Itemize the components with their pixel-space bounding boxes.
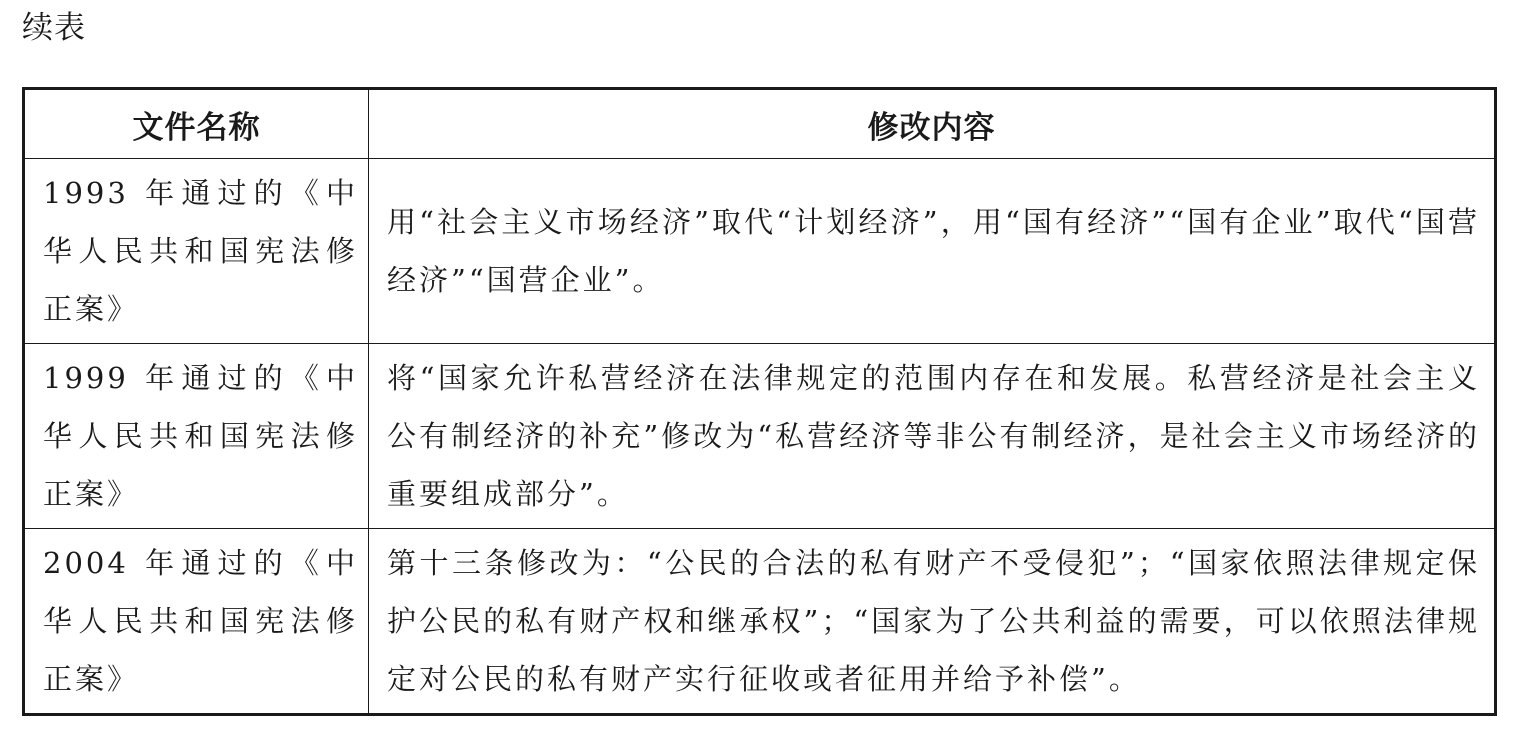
table-row <box>24 159 1496 344</box>
row-file-name: 2004 年通过的《中华人民共和国宪法修正案》 <box>24 529 369 715</box>
header-changes: 修改内容 <box>369 89 1496 159</box>
amendment-table <box>22 87 1497 716</box>
row-file-name: 1999 年通过的《中华人民共和国宪法修正案》 <box>24 344 369 529</box>
row-changes: 第十三条修改为：“公民的合法的私有财产不受侵犯”；“国家依照法律规定保护公民的私有财产权和继承权”；“国家为了公共利益的需要，可以依照法律规定对公民的私有财产实行征收或者征用并给予补偿”。 <box>369 529 1496 715</box>
table-row <box>24 344 1496 529</box>
table-header-row <box>24 89 1496 159</box>
header-file-name: 文件名称 <box>24 89 369 159</box>
table-row <box>24 529 1496 715</box>
row-changes: 用“社会主义市场经济”取代“计划经济”，用“国有经济”“国有企业”取代“国营经济”“国营企业”。 <box>369 159 1496 344</box>
row-file-name: 1993 年通过的《中华人民共和国宪法修正案》 <box>24 159 369 344</box>
table-caption: 续表 <box>22 10 86 46</box>
row-changes: 将“国家允许私营经济在法律规定的范围内存在和发展。私营经济是社会主义公有制经济的补充”修改为“私营经济等非公有制经济，是社会主义市场经济的重要组成部分”。 <box>369 344 1496 529</box>
